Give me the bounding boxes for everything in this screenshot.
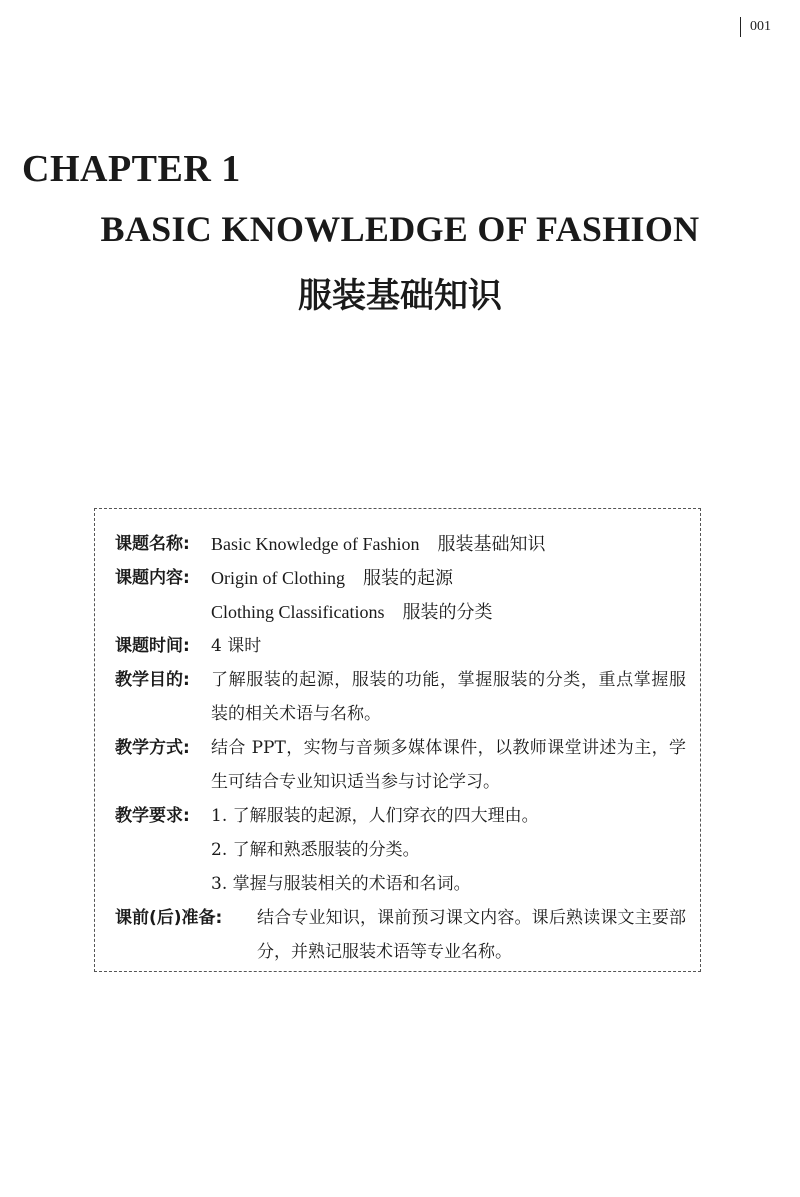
- topic-time-value: 4 课时: [211, 636, 262, 656]
- teaching-purpose-value: 了解服装的起源，服装的功能，掌握服装的分类，重点掌握服装的相关术语与名称。: [211, 670, 686, 724]
- topic-name-row: [115, 527, 686, 561]
- teaching-requirements-list: [115, 799, 686, 901]
- page-number: 001: [740, 17, 771, 37]
- topic-content-line: Origin of Clothing 服装的起源: [211, 568, 453, 588]
- topic-content-value: [115, 561, 686, 629]
- chapter-title-chinese: 服装基础知识: [298, 276, 502, 316]
- preparation-row: [115, 901, 686, 969]
- preparation-label: 课前(后)准备:: [115, 908, 223, 928]
- preparation-value: 结合专业知识，课前预习课文内容。课后熟读课文主要部分，并熟记服装术语等专业名称。: [257, 908, 686, 962]
- topic-time-label: 课题时间:: [115, 636, 190, 656]
- teaching-purpose-label: 教学目的:: [115, 670, 190, 690]
- topic-time-row: [115, 629, 686, 663]
- teaching-purpose-row: [115, 663, 686, 731]
- chapter-heading: CHAPTER 1: [22, 148, 241, 190]
- requirement-item: 3. 掌握与服装相关的术语和名词。: [211, 874, 471, 894]
- topic-name-value: Basic Knowledge of Fashion 服装基础知识: [211, 534, 546, 554]
- topic-content-row: [115, 561, 686, 629]
- requirement-item: 1. 了解服装的起源，人们穿衣的四大理由。: [211, 806, 539, 826]
- topic-content-line: Clothing Classifications 服装的分类: [211, 602, 493, 622]
- topic-content-label: 课题内容:: [115, 568, 190, 588]
- requirement-item: 2. 了解和熟悉服装的分类。: [211, 840, 420, 860]
- teaching-method-row: [115, 731, 686, 799]
- topic-name-label: 课题名称:: [115, 534, 190, 554]
- teaching-method-label: 教学方式:: [115, 738, 190, 758]
- teaching-requirements-row: [115, 799, 686, 901]
- course-info-box: [94, 508, 701, 972]
- chapter-title-english: BASIC KNOWLEDGE OF FASHION: [100, 209, 700, 249]
- teaching-requirements-label: 教学要求:: [115, 806, 190, 826]
- teaching-method-value: 结合 PPT，实物与音频多媒体课件，以教师课堂讲述为主，学生可结合专业知识适当参与讨论学习。: [211, 738, 686, 792]
